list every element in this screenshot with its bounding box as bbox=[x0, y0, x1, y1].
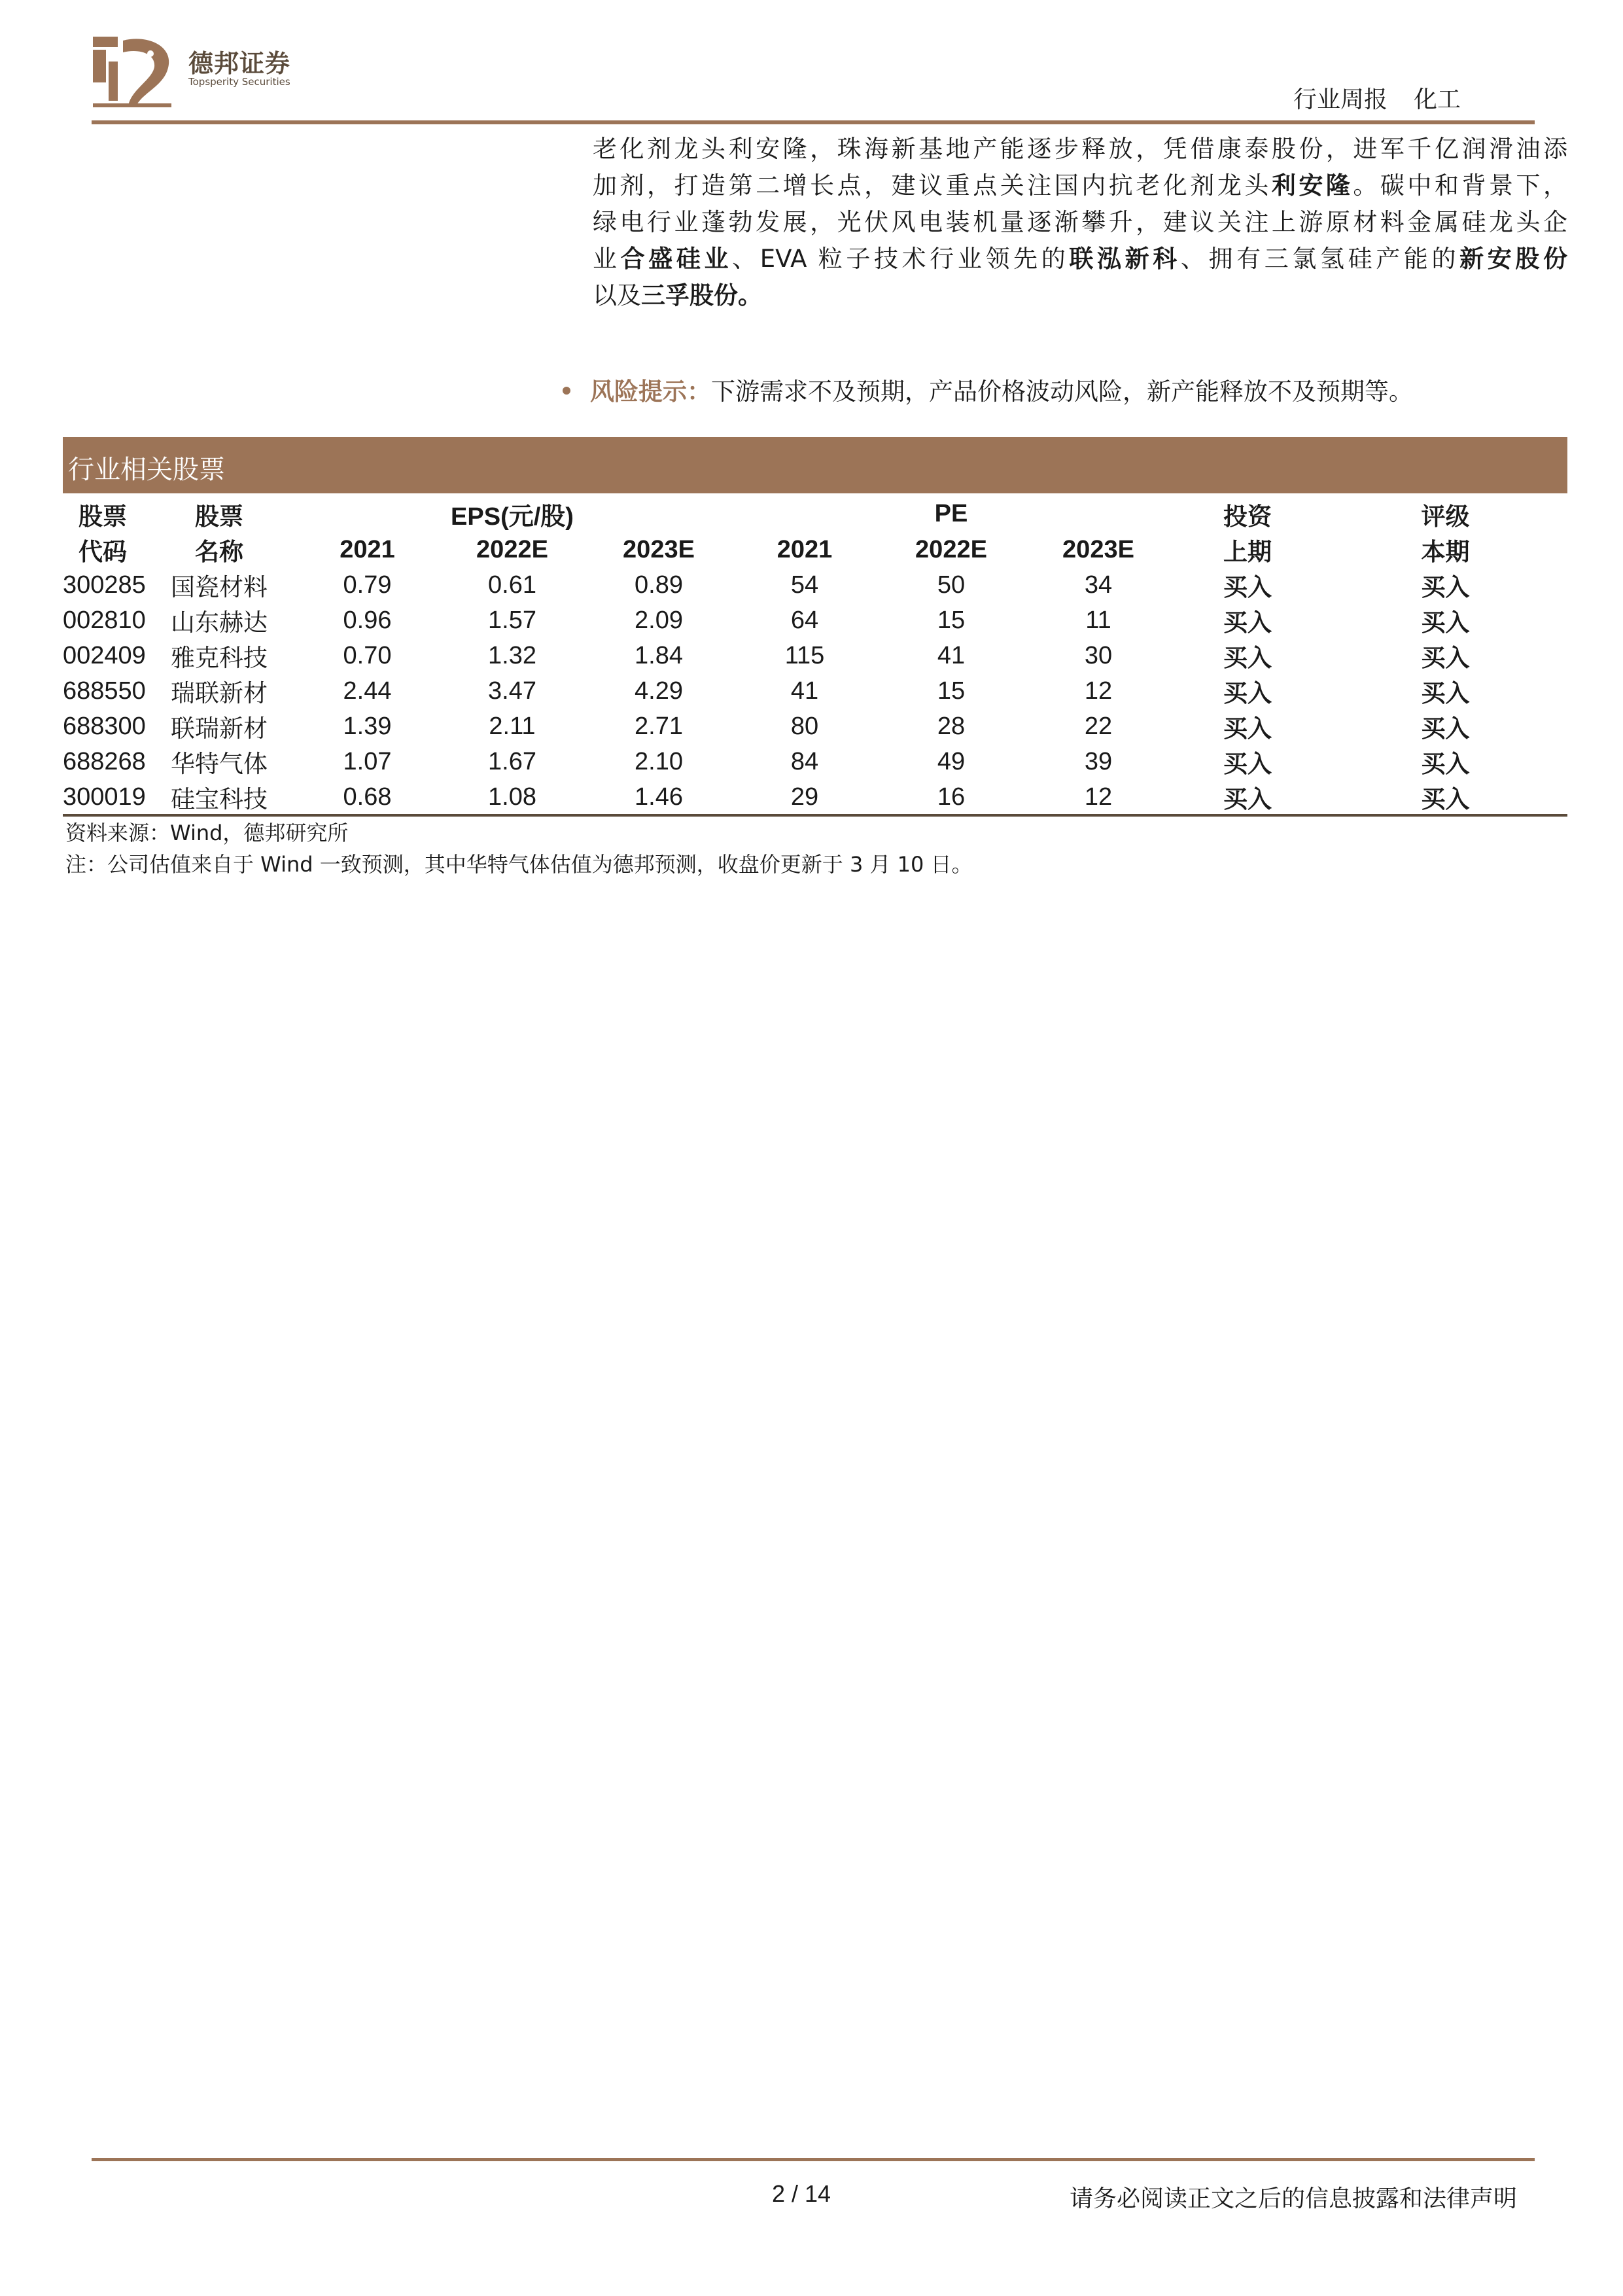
paragraph-line bbox=[593, 204, 1567, 241]
header-year: 2022E bbox=[476, 535, 548, 563]
pe-value: 39 bbox=[1084, 747, 1113, 775]
paragraph-text: 、EVA 粒子技术行业领先的 bbox=[732, 245, 1070, 273]
table-title: 行业相关股票 bbox=[68, 455, 225, 485]
eps-value: 0.89 bbox=[635, 571, 683, 599]
table-header-row bbox=[63, 532, 1567, 567]
eps-value: 2.71 bbox=[635, 712, 683, 740]
eps-value: 1.07 bbox=[343, 747, 392, 775]
rating-curr: 买入 bbox=[1421, 609, 1470, 637]
header-empty bbox=[585, 496, 732, 532]
paragraph-text: 。 bbox=[738, 281, 762, 309]
rating-curr: 买入 bbox=[1421, 785, 1470, 813]
stock-code: 688300 bbox=[63, 712, 146, 740]
table-row bbox=[63, 638, 1567, 673]
rating-prev: 买入 bbox=[1223, 644, 1272, 672]
pe-value: 12 bbox=[1084, 677, 1113, 705]
pe-value: 41 bbox=[937, 641, 966, 669]
eps-value: 3.47 bbox=[488, 677, 536, 705]
header-rating-prev: 投资 bbox=[1223, 502, 1272, 531]
pe-value: 80 bbox=[790, 712, 819, 740]
eps-value: 2.09 bbox=[635, 606, 683, 634]
eps-value: 1.57 bbox=[488, 606, 536, 634]
footer-divider bbox=[92, 2158, 1535, 2161]
rating-prev: 买入 bbox=[1223, 785, 1272, 813]
paragraph-line bbox=[593, 241, 1567, 277]
pe-value: 22 bbox=[1084, 712, 1113, 740]
header-rating-curr: 本期 bbox=[1421, 538, 1470, 566]
header-year: 2021 bbox=[340, 535, 395, 563]
pe-value: 115 bbox=[784, 641, 825, 669]
pe-value: 41 bbox=[790, 677, 819, 705]
header-divider bbox=[92, 120, 1535, 124]
company-logo bbox=[90, 34, 313, 113]
legal-disclaimer: 请务必阅读正文之后的信息披露和法律声明 bbox=[1069, 2185, 1517, 2212]
pe-value: 12 bbox=[1084, 783, 1113, 811]
table-row bbox=[63, 603, 1567, 638]
paragraph-line bbox=[593, 131, 1567, 168]
eps-value: 4.29 bbox=[635, 677, 683, 705]
stock-name: 华特气体 bbox=[171, 750, 268, 778]
paragraph-text: 以及 bbox=[593, 281, 641, 309]
company-highlight: 合盛硅业 bbox=[620, 245, 733, 273]
pe-value: 16 bbox=[937, 783, 966, 811]
company-highlight: 联泓新科 bbox=[1069, 245, 1181, 273]
stock-code: 688268 bbox=[63, 747, 146, 775]
rating-curr: 买入 bbox=[1421, 679, 1470, 707]
paragraph-text: 绿电行业蓬勃发展，光伏风电装机量逐渐攀升，建议关注上游原材料金属硅龙头企 bbox=[593, 208, 1567, 236]
report-type: 行业周报 bbox=[1293, 86, 1387, 113]
stock-code: 002810 bbox=[63, 606, 146, 634]
pe-value: 49 bbox=[937, 747, 966, 775]
stock-name: 瑞联新材 bbox=[171, 679, 268, 707]
rating-curr: 买入 bbox=[1421, 750, 1470, 778]
header-empty bbox=[732, 496, 877, 532]
pe-value: 34 bbox=[1084, 571, 1113, 599]
table-note: 注：公司估值来自于 Wind 一致预测，其中华特气体估值为德邦预测，收盘价更新于 3 月 10 日。 bbox=[65, 852, 973, 877]
table-title-bar bbox=[63, 437, 1567, 493]
header-eps: EPS(元/股) bbox=[451, 503, 574, 531]
eps-value: 1.32 bbox=[488, 641, 536, 669]
rating-prev: 买入 bbox=[1223, 573, 1272, 601]
eps-value: 1.67 bbox=[488, 747, 536, 775]
table-source: 资料来源：Wind，德邦研究所 bbox=[65, 821, 349, 845]
eps-value: 0.61 bbox=[488, 571, 536, 599]
eps-value: 2.11 bbox=[489, 712, 536, 740]
eps-value: 1.39 bbox=[343, 712, 392, 740]
pe-value: 54 bbox=[790, 571, 819, 599]
stock-code: 002409 bbox=[63, 641, 146, 669]
header-year: 2023E bbox=[623, 535, 695, 563]
table-row bbox=[63, 673, 1567, 709]
eps-value: 2.10 bbox=[635, 747, 683, 775]
header-code: 代码 bbox=[79, 538, 127, 566]
eps-value: 0.96 bbox=[343, 606, 392, 634]
stock-code: 300285 bbox=[63, 571, 146, 599]
paragraph-text: 老化剂龙头利安隆，珠海新基地产能逐步释放，凭借康泰股份，进军千亿润滑油添 bbox=[593, 135, 1567, 163]
eps-value: 1.08 bbox=[488, 783, 536, 811]
header-rating-curr: 评级 bbox=[1421, 502, 1470, 531]
pe-value: 64 bbox=[790, 606, 819, 634]
table-row bbox=[63, 709, 1567, 744]
pe-value: 29 bbox=[790, 783, 819, 811]
paragraph-text: 、拥有三氯氢硅产能的 bbox=[1180, 245, 1460, 273]
table-header-row bbox=[63, 496, 1567, 532]
company-highlight: 利安隆 bbox=[1271, 171, 1353, 200]
header-name: 股票 bbox=[195, 502, 243, 531]
paragraph-line bbox=[593, 277, 1567, 314]
paragraph-text: 业 bbox=[593, 245, 621, 273]
page-number: 2 / 14 bbox=[772, 2180, 831, 2207]
table-row bbox=[63, 779, 1567, 815]
table-row bbox=[63, 744, 1567, 779]
pe-value: 28 bbox=[937, 712, 966, 740]
risk-bullet bbox=[563, 372, 1413, 407]
eps-value: 0.68 bbox=[343, 783, 392, 811]
rating-prev: 买入 bbox=[1223, 679, 1272, 707]
risk-label: 风险提示： bbox=[590, 378, 711, 406]
header-code: 股票 bbox=[79, 502, 127, 531]
body-paragraph bbox=[593, 131, 1567, 314]
pe-value: 15 bbox=[937, 606, 966, 634]
brand-name-en: Topsperity Securities bbox=[188, 76, 290, 88]
header-name: 名称 bbox=[195, 538, 243, 566]
paragraph-text: 。碳中和背景下， bbox=[1353, 171, 1568, 200]
report-header bbox=[1293, 81, 1461, 115]
stock-name: 硅宝科技 bbox=[171, 785, 268, 813]
stock-name: 联瑞新材 bbox=[171, 715, 268, 743]
company-highlight: 新安股份 bbox=[1459, 245, 1568, 273]
header-empty bbox=[1025, 496, 1172, 532]
header-year: 2021 bbox=[777, 535, 833, 563]
eps-value: 0.79 bbox=[343, 571, 392, 599]
stocks-table bbox=[63, 496, 1567, 815]
header-rating-prev: 上期 bbox=[1223, 538, 1272, 566]
industry-label: 化工 bbox=[1413, 86, 1461, 113]
header-year: 2022E bbox=[915, 535, 987, 563]
header-empty bbox=[296, 496, 439, 532]
pe-value: 30 bbox=[1084, 641, 1113, 669]
header-pe: PE bbox=[934, 500, 968, 527]
rating-curr: 买入 bbox=[1421, 715, 1470, 743]
pe-value: 15 bbox=[937, 677, 966, 705]
logo-mark-icon bbox=[90, 34, 182, 113]
rating-prev: 买入 bbox=[1223, 750, 1272, 778]
eps-value: 1.46 bbox=[635, 783, 683, 811]
stock-code: 688550 bbox=[63, 677, 146, 705]
bullet-dot-icon bbox=[563, 387, 570, 395]
pe-value: 11 bbox=[1085, 606, 1111, 634]
rating-curr: 买入 bbox=[1421, 573, 1470, 601]
eps-value: 2.44 bbox=[343, 677, 392, 705]
stock-name: 国瓷材料 bbox=[171, 573, 268, 601]
paragraph-text: 加剂，打造第二增长点，建议重点关注国内抗老化剂龙头 bbox=[593, 171, 1272, 200]
risk-text: 下游需求不及预期，产品价格波动风险，新产能释放不及预期等。 bbox=[711, 378, 1413, 406]
rating-curr: 买入 bbox=[1421, 644, 1470, 672]
company-highlight: 三孚股份 bbox=[641, 281, 738, 309]
table-row bbox=[63, 567, 1567, 603]
eps-value: 1.84 bbox=[635, 641, 683, 669]
brand-name-cn: 德邦证券 bbox=[188, 49, 291, 78]
stock-name: 雅克科技 bbox=[171, 644, 268, 672]
header-year: 2023E bbox=[1062, 535, 1134, 563]
stock-code: 300019 bbox=[63, 783, 146, 811]
pe-value: 50 bbox=[937, 571, 966, 599]
pe-value: 84 bbox=[790, 747, 819, 775]
eps-value: 0.70 bbox=[343, 641, 392, 669]
stock-name: 山东赫达 bbox=[171, 609, 268, 637]
rating-prev: 买入 bbox=[1223, 609, 1272, 637]
paragraph-line bbox=[593, 168, 1567, 204]
rating-prev: 买入 bbox=[1223, 715, 1272, 743]
